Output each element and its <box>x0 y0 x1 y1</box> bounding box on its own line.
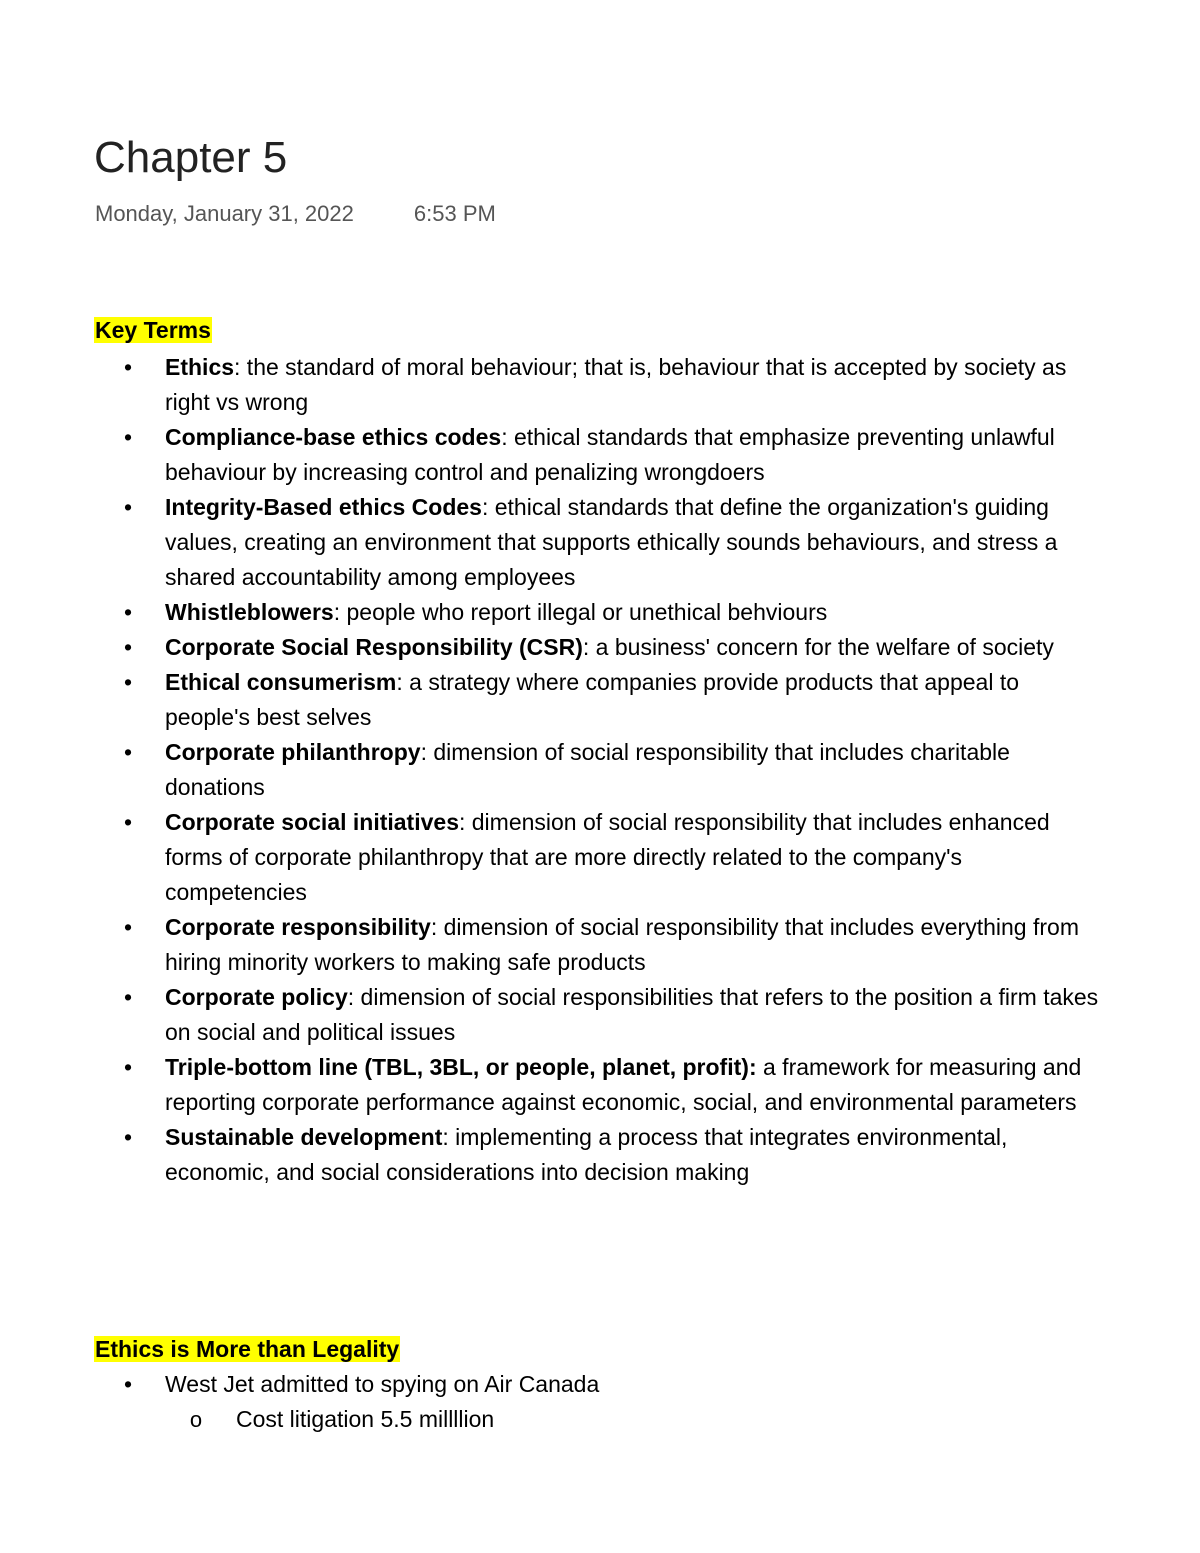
term-name: Whistleblowers <box>165 599 334 625</box>
list-item <box>0 980 1200 1050</box>
term-colon: : <box>442 1124 449 1150</box>
sub-bullet-icon: o <box>189 1407 203 1432</box>
term-colon: : <box>748 1054 757 1080</box>
list-item <box>0 1367 1200 1402</box>
list-item <box>0 420 1200 490</box>
ethics-legality-heading <box>94 1332 400 1367</box>
term-definition: a framework for measuring and reporting corporate performance against economic, social, and environmental parameters <box>165 1054 1082 1115</box>
bullet-icon: • <box>123 984 133 1010</box>
term-definition: dimension of social responsibility that includes charitable donations <box>165 739 1010 800</box>
page-title: Chapter 5 <box>94 133 288 182</box>
bullet-icon: • <box>123 634 133 660</box>
bullet-icon: • <box>123 809 133 835</box>
term-colon: : <box>420 739 427 765</box>
list-item-text: West Jet admitted to spying on Air Canada <box>165 1371 600 1397</box>
term-name: Ethics <box>165 354 235 380</box>
term-name: Corporate policy <box>165 984 348 1010</box>
key-terms-list <box>0 350 1200 1190</box>
term-definition: the standard of moral behaviour; that is, behaviour that is accepted by society as right vs wrong <box>165 354 1067 415</box>
list-item <box>0 735 1200 805</box>
sub-list-item <box>0 1402 1200 1437</box>
bullet-icon: • <box>123 1371 133 1397</box>
bullet-icon: • <box>123 424 133 450</box>
term-name: Corporate philanthropy <box>165 739 421 765</box>
term-definition: people who report illegal or unethical behviours <box>340 599 828 625</box>
term-colon: : <box>333 599 341 625</box>
term-colon: : <box>582 634 590 660</box>
term-definition: dimension of social responsibilities that refers to the position a firm takes on social and political issues <box>165 984 1099 1045</box>
term-colon: : <box>501 424 508 450</box>
term-colon: : <box>396 669 403 695</box>
sub-list-item-text: Cost litigation 5.5 millllion <box>236 1406 495 1432</box>
term-definition: dimension of social responsibility that includes enhanced forms of corporate philanthropy that are more directly related to the company's competencies <box>165 809 1050 905</box>
bullet-icon: • <box>123 354 133 380</box>
bullet-icon: • <box>123 914 133 940</box>
term-name: Corporate social initiatives <box>165 809 459 835</box>
page-time: 6:53 PM <box>413 201 496 226</box>
term-definition: ethical standards that define the organization's guiding values, creating an environment that supports ethically sounds behaviours, and stress a shared accountability among employees <box>165 494 1058 590</box>
bullet-icon: • <box>123 669 133 695</box>
list-item <box>0 490 1200 595</box>
term-colon: : <box>234 354 241 380</box>
term-definition: dimension of social responsibility that includes everything from hiring minority workers to making safe products <box>165 914 1079 975</box>
list-item <box>0 1050 1200 1120</box>
term-name: Corporate responsibility <box>165 914 431 940</box>
term-definition: a business' concern for the welfare of society <box>589 634 1054 660</box>
term-name: Triple-bottom line (TBL, 3BL, or people, planet, profit) <box>165 1054 749 1080</box>
list-item <box>0 350 1200 420</box>
ethics-legality-heading-text: Ethics is More than Legality <box>95 1336 400 1362</box>
term-name: Integrity-Based ethics Codes <box>165 494 482 520</box>
page-timestamp <box>95 198 496 230</box>
list-item <box>0 665 1200 735</box>
bullet-icon: • <box>123 739 133 765</box>
list-item <box>0 595 1200 630</box>
term-definition: implementing a process that integrates environmental, economic, and social considerations into decision making <box>165 1124 1008 1185</box>
bullet-icon: • <box>123 1054 133 1080</box>
term-name: Corporate Social Responsibility (CSR) <box>165 634 583 660</box>
term-name: Ethical consumerism <box>165 669 397 695</box>
bullet-icon: • <box>123 494 133 520</box>
list-item <box>0 630 1200 665</box>
page-date: Monday, January 31, 2022 <box>95 201 354 226</box>
bullet-icon: • <box>123 1124 133 1150</box>
key-terms-heading <box>94 313 212 348</box>
ethics-legality-list <box>0 1367 1200 1437</box>
list-item <box>0 805 1200 910</box>
bullet-icon: • <box>123 599 133 625</box>
term-name: Sustainable development <box>165 1124 443 1150</box>
term-colon: : <box>430 914 438 940</box>
term-definition: ethical standards that emphasize preventing unlawful behaviour by increasing control and penalizing wrongdoers <box>165 424 1055 485</box>
term-definition: a strategy where companies provide products that appeal to people's best selves <box>165 669 1019 730</box>
term-colon: : <box>481 494 489 520</box>
key-terms-heading-text: Key Terms <box>95 317 211 343</box>
term-name: Compliance-base ethics codes <box>165 424 502 450</box>
list-item <box>0 1120 1200 1190</box>
list-item <box>0 910 1200 980</box>
term-colon: : <box>347 984 355 1010</box>
term-colon: : <box>458 809 466 835</box>
